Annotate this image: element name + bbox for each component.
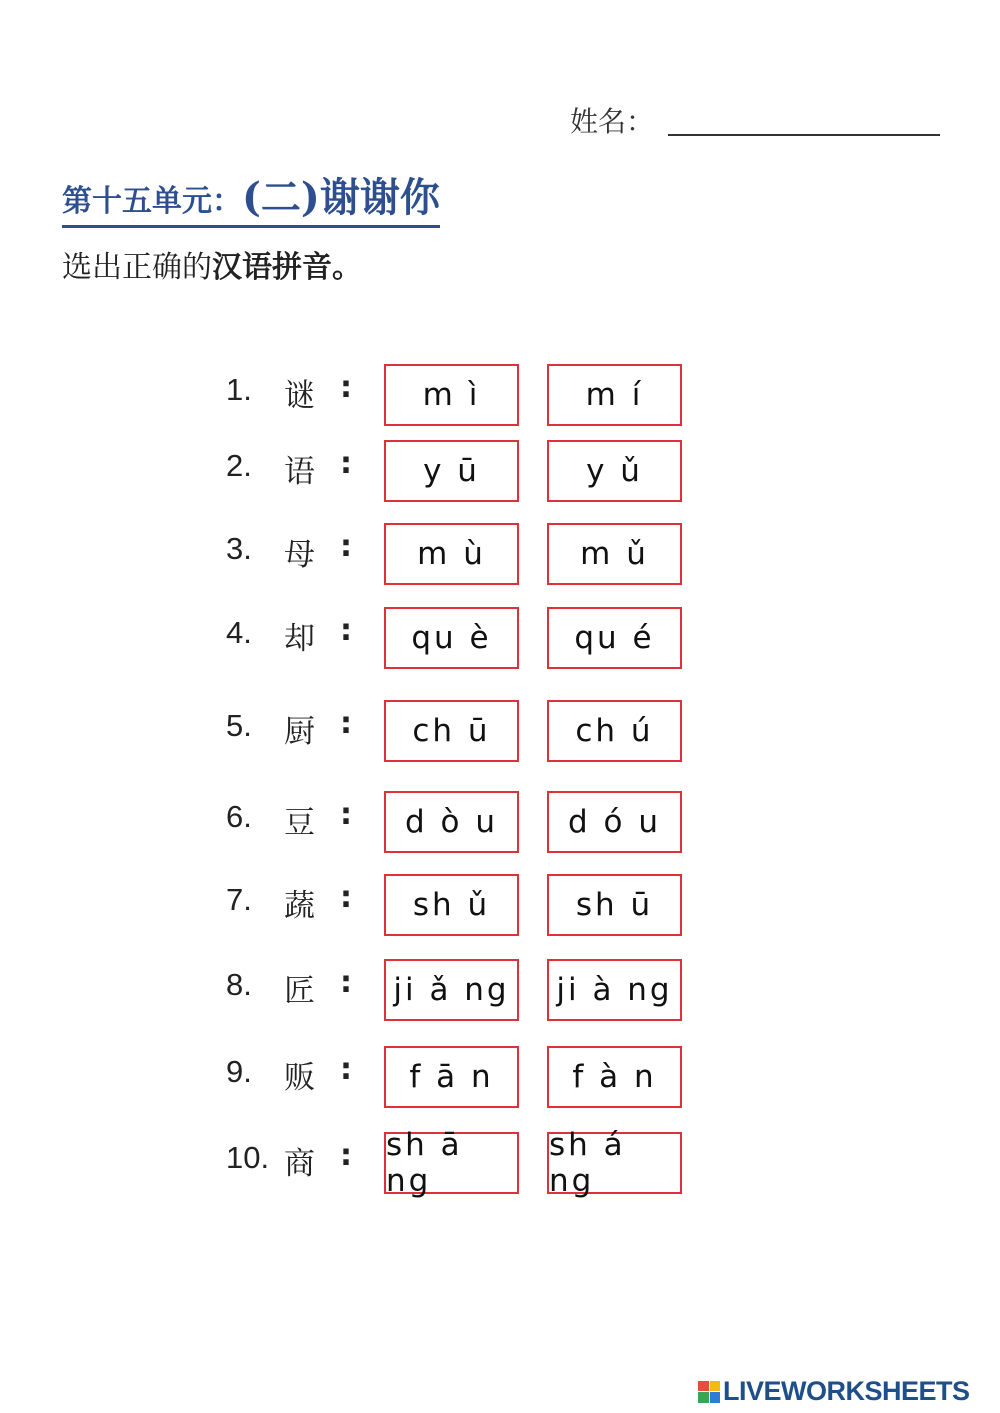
question-row (0, 607, 1000, 671)
lesson-title (62, 166, 440, 228)
question-character: 豆 (284, 805, 315, 841)
question-row (0, 523, 1000, 587)
answer-option-a[interactable]: ji ǎ ng (384, 959, 519, 1021)
question-row (0, 959, 1000, 1023)
question-character: 语 (284, 454, 315, 490)
question-colon: : (340, 529, 352, 564)
answer-option-b[interactable]: ji à ng (547, 959, 682, 1021)
question-row (0, 700, 1000, 764)
question-character: 蔬 (284, 888, 315, 924)
instruction (62, 242, 362, 286)
question-colon: : (340, 370, 352, 405)
question-character: 贩 (284, 1060, 315, 1096)
answer-option-b[interactable]: y ǔ (547, 440, 682, 502)
question-number: 6. (226, 799, 252, 834)
answer-option-b[interactable]: qu é (547, 607, 682, 669)
logo-square-green (698, 1392, 709, 1403)
question-number: 2. (226, 448, 252, 483)
question-row (0, 874, 1000, 938)
question-colon: : (340, 797, 352, 832)
answer-option-a[interactable]: y ū (384, 440, 519, 502)
question-character: 母 (284, 537, 315, 573)
question-row (0, 364, 1000, 428)
answer-option-b[interactable]: d ó u (547, 791, 682, 853)
answer-option-b[interactable]: sh ū (547, 874, 682, 936)
question-number: 3. (226, 531, 252, 566)
question-number: 9. (226, 1054, 252, 1089)
question-row (0, 1127, 1000, 1199)
question-colon: : (340, 1138, 352, 1173)
answer-option-a[interactable]: f ā n (384, 1046, 519, 1108)
answer-option-a[interactable]: d ò u (384, 791, 519, 853)
question-row (0, 440, 1000, 504)
answer-option-a[interactable]: m ì (384, 364, 519, 426)
answer-option-b[interactable]: m í (547, 364, 682, 426)
liveworksheets-logo-icon (698, 1381, 720, 1403)
answer-option-b[interactable]: f à n (547, 1046, 682, 1108)
question-character: 却 (284, 621, 315, 657)
instruction-bold-text: 汉语拼音。 (212, 250, 362, 285)
question-character: 谜 (284, 378, 315, 414)
question-number: 4. (226, 615, 252, 650)
answer-option-a[interactable]: qu è (384, 607, 519, 669)
answer-option-a[interactable]: sh ǔ (384, 874, 519, 936)
answer-option-a[interactable]: ch ū (384, 700, 519, 762)
question-row (0, 791, 1000, 855)
question-number: 10. (226, 1140, 270, 1175)
unit-title: 第十五单元： (62, 184, 242, 219)
question-character: 商 (284, 1146, 315, 1182)
answer-option-b[interactable]: m ǔ (547, 523, 682, 585)
answer-option-a[interactable]: m ù (384, 523, 519, 585)
question-colon: : (340, 706, 352, 741)
logo-square-yellow (710, 1381, 721, 1392)
question-character: 匠 (284, 973, 315, 1009)
name-label: 姓名： (570, 105, 655, 138)
question-number: 7. (226, 882, 252, 917)
question-row (0, 1046, 1000, 1110)
brand-name: LIVEWORKSHEETS (723, 1376, 970, 1406)
question-colon: : (340, 880, 352, 915)
answer-option-b[interactable]: ch ú (547, 700, 682, 762)
question-colon: : (340, 965, 352, 1000)
question-number: 8. (226, 967, 252, 1002)
name-input-line[interactable] (668, 134, 940, 136)
question-number: 1. (226, 372, 252, 407)
question-character: 厨 (284, 714, 315, 750)
brand-footer (698, 1376, 970, 1407)
question-colon: : (340, 1052, 352, 1087)
lesson-name: (二)谢谢你 (242, 174, 440, 221)
question-colon: : (340, 613, 352, 648)
question-colon: : (340, 446, 352, 481)
answer-option-a[interactable]: sh ā ng (384, 1132, 519, 1194)
logo-square-blue (710, 1392, 721, 1403)
instruction-text: 选出正确的 (62, 250, 212, 285)
logo-square-red (698, 1381, 709, 1392)
question-number: 5. (226, 708, 252, 743)
answer-option-b[interactable]: sh á ng (547, 1132, 682, 1194)
